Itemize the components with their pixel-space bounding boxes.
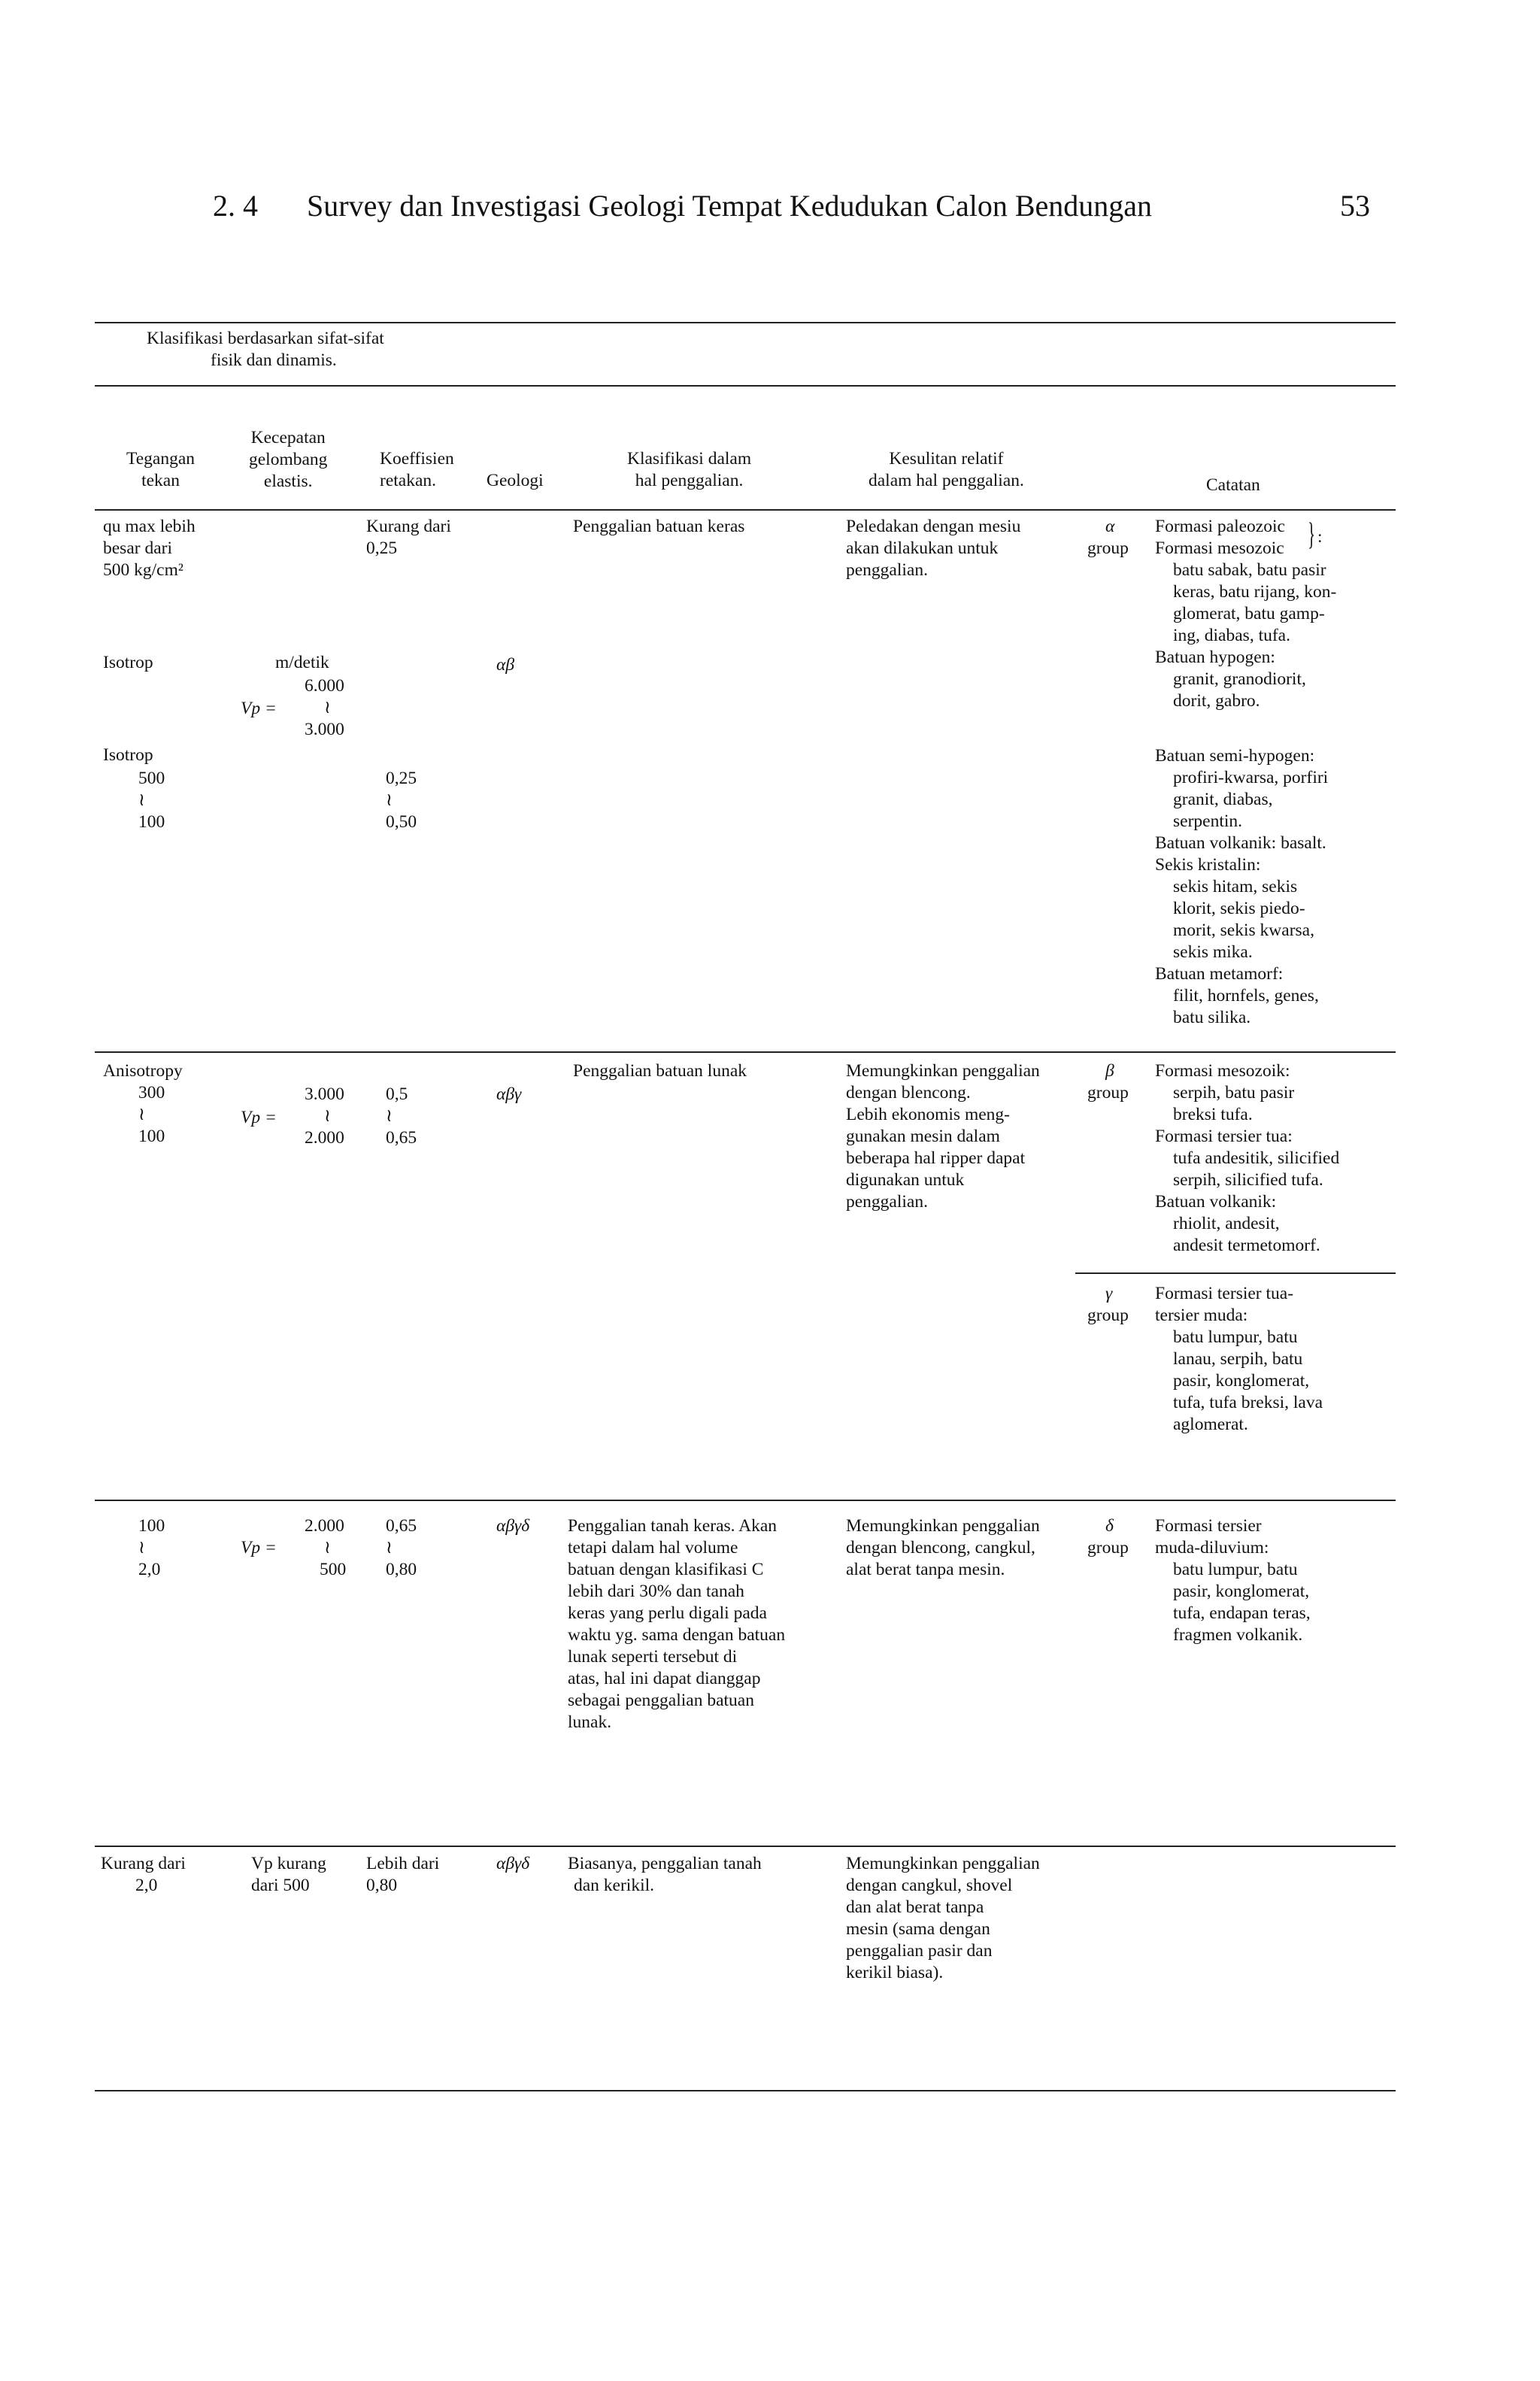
table-bottom-rule [95,2090,1396,2091]
row1-vp-label: Vp = [241,699,277,718]
row1-klasifikasi: Penggalian batuan keras [573,517,745,536]
row4-klasifikasi: Biasanya, penggalian tanah dan kerikil. [568,1854,762,1895]
row3-kesulitan: Memungkinkan penggalian dengan blencong, cangkul, alat berat tanpa mesin. [846,1516,1040,1579]
column-header-tegangan: Tegangan tekan [126,449,196,490]
row3-klasifikasi: Penggalian tanah keras. Akan tetapi dalam hal volume batuan dengan klasifikasi C lebih dari 30% dan tanah keras yang perlu digali pada waktu yg. sama dengan batuan lunak seperti tersebut di atas, hal ini dapat dianggap sebagai penggalian batuan lunak. [568,1516,786,1732]
row1-koeffisien: Kurang dari 0,25 [366,517,451,558]
row2-gamma-symbol: γ [1105,1284,1113,1303]
row1-formasi-brace: } [1308,517,1316,552]
row2-gamma-word: group [1087,1306,1129,1325]
row4-koeffisien: Lebih dari 0,80 [366,1854,440,1895]
row2-kesulitan: Memungkinkan penggalian dengan blencong. Lebih ekonomis meng- gunakan mesin dalam beberapa hal ripper dapat digunakan untuk penggalian. [846,1061,1040,1212]
row2-koeffisien: 0,5 ≀ 0,65 [386,1084,417,1148]
row1-group-symbol: α [1105,517,1115,536]
page-title: Survey dan Investigasi Geologi Tempat Kedudukan Calon Bendungan [307,189,1153,223]
column-header-klasifikasi: Klasifikasi dalam hal penggalian. [627,449,752,490]
row4-vp: Vp kurang dari 500 [251,1854,326,1895]
row2-tegangan: Anisotropy 300 ≀ 100 [103,1061,183,1146]
row1-isotrop-1: Isotrop [103,653,153,672]
row4-kesulitan: Memungkinkan penggalian dengan cangkul, shovel dan alat berat tanpa mesin (sama dengan penggalian pasir dan kerikil biasa). [846,1854,1040,1982]
row4-geologi: αβγδ [496,1854,530,1873]
row1-vp-unit: m/detik [275,653,329,672]
row2-beta-word: group [1087,1083,1129,1103]
header-rule [95,509,1396,511]
row3-geologi: αβγδ [496,1516,530,1536]
row1-tegangan: qu max lebih besar dari 500 kg/cm² [103,517,196,580]
row3-delta-symbol: δ [1105,1516,1114,1536]
row2-klasifikasi: Penggalian batuan lunak [573,1061,747,1081]
row2-vp-values: 3.000 ≀ 2.000 [305,1084,344,1148]
row2-beta-symbol: β [1105,1061,1114,1081]
row2-geologi: αβγ [496,1084,522,1104]
caption-rule [95,385,1396,387]
row1-bottom-rule [95,1051,1396,1053]
column-header-kesulitan: Kesulitan relatif dalam hal penggalian. [869,449,1024,490]
row3-top-rule [95,1500,1396,1501]
table-caption: Klasifikasi berdasarkan sifat-sifat fisik dan dinamis. [147,329,384,370]
row1-isotrop-2: Isotrop [103,745,153,765]
row1-group-word: group [1087,538,1129,558]
row1-catatan: batu sabak, batu pasir keras, batu rijang, kon- glomerat, batu gamp- ing, diabas, tufa. Batuan hypogen: granit, granodiorit, dorit, gabro. Batuan semi-hypogen: profiri-kwarsa, porfiri granit, diabas, serpentin. Batuan volkanik: basalt. Sekis kristalin: sekis hitam, sekis klorit, sekis piedo- morit, sekis kwarsa, sekis mika. Batuan metamorf: filit, hornfels, genes, batu silika. [1155,560,1337,1027]
row2-vp-label: Vp = [241,1108,277,1127]
row1-formasi-colon: : [1317,527,1323,547]
row1-vp-values: 6.000 ≀ 3.000 [305,676,344,739]
row2-gamma-catatan: Formasi tersier tua- tersier muda: batu lumpur, batu lanau, serpih, batu pasir, konglomerat, tufa, tufa breksi, lava aglomerat. [1155,1284,1323,1434]
row1-kesulitan: Peledakan dengan mesiu akan dilakukan untuk penggalian. [846,517,1021,580]
page-number: 53 [1340,189,1370,223]
row4-top-rule [95,1846,1396,1847]
row1-geologi: αβ [496,655,515,675]
row1-tegangan-range: 500 ≀ 100 [138,769,165,832]
gamma-group-rule [1075,1272,1396,1274]
column-header-geologi: Geologi [487,471,544,490]
section-number: 2. 4 [213,189,258,223]
row3-vp-label: Vp = [241,1538,277,1558]
row3-catatan: Formasi tersier muda-diluvium: batu lumpur, batu pasir, konglomerat, tufa, endapan teras, fragmen volkanik. [1155,1516,1311,1645]
column-header-catatan: Catatan [1206,475,1260,495]
column-header-koeffisien: Koeffisien retakan. [380,449,454,490]
column-header-kecepatan: Kecepatan gelombang elastis. [249,428,328,491]
row3-tegangan: 100 ≀ 2,0 [138,1516,165,1579]
row4-tegangan: Kurang dari 2,0 [101,1854,186,1895]
row1-koeffisien-range: 0,25 ≀ 0,50 [386,769,417,832]
row1-catatan-formasi: Formasi paleozoic Formasi mesozoic [1155,517,1285,558]
table-top-rule [95,322,1396,323]
row2-beta-catatan: Formasi mesozoik: serpih, batu pasir breksi tufa. Formasi tersier tua: tufa andesitik, silicified serpih, silicified tufa. Batuan volkanik: rhiolit, andesit, andesit termetomorf. [1155,1061,1340,1255]
row3-koeffisien: 0,65 ≀ 0,80 [386,1516,417,1579]
row3-vp-values: 2.000 ≀ 500 [305,1516,347,1579]
row3-delta-word: group [1087,1538,1129,1558]
